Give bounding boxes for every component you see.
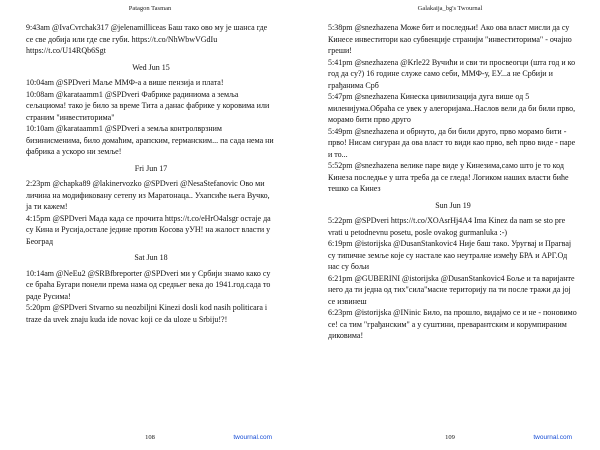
tweet-entry: 6:19pm @istorijska @DusanStankovic4 Није баш тако. Уругвај и Прагвај су типичне земље које су настале као неутралне између БРА и АРГ.Од нас су бољи [328,239,572,271]
right-page [300,0,600,450]
date-heading: Sat Jun 18 [134,253,168,262]
tweet-entry: 2:23pm @chapka89 @lakinervozko @SPDveri @NesaStefanovic Ово ми личина на модификовану сетепу из Маратонаца.. Ухапсиће њега Вучко, ја ти кажем! [26,179,270,211]
date-heading: Fri Jun 17 [134,163,168,173]
tweet-entry: 10:08am @karataamm1 @SPDveri Фабрике радиниома а земља сељациома! тако је било за време Тита а данас фабрике у коровима или страним "инвеститорима" [26,89,270,122]
page-number: 108 [145,434,155,441]
date-heading: Wed Jun 15 [132,62,170,72]
date-heading: Sun Jun 19 [435,200,471,210]
tweet-entry: 5:38pm @snezhazena Може бит и последњи! Ако ова власт мисли да су Кинесе инвеститори као субвенције странијм "инвеститорима" - очајно греши! [328,23,572,55]
tweet-entry: 10:10am @karataamm1 @SPDveri а земља контролврзним бизинисменима, било домаћим, арапским, германским... па сада нема ни фабрика а ускоро ни земље! [26,124,274,156]
tweet-entry: 5:49pm @snezhazena и обрнуто, да би били друго, прво морамо бити - прво! Нисам сигуран да ова власт то види као прво, већ прво виде - паре и то... [328,126,576,159]
tweet-entry: 4:15pm @SPDveri Мада када се прочита https://t.co/eHrO4alsgr остаје да су Кина и Русија,остале једине против Косова уУН! на жалост власти у Београд [26,213,271,246]
page-body [26,22,276,325]
tweet-entry: 6:23pm @istorijska @INinic Било, па прошло, видајмо се и не - поновимо се! са тим "грађанским" а у суштини, преварантским и корумпираним диковима! [328,308,577,340]
tweet-entry: 5:20pm @SPDveri Stvarno su neozbiljni Kinezi dosli kod nasih politicara i traze da uvek znaju kuda ide novac koji ce da ulozе u Srbiju!?! [26,303,268,324]
page-footer [300,434,600,444]
page-number: 109 [445,434,455,441]
running-head: Patagon Tasman [128,5,172,12]
tweet-entry: 5:52pm @snezhazena велике паре виде у Кинезима,само што је то код Кинеза последње у шта треба да се гледа! Логиком наших власти биће тешко са Кинез [328,161,569,193]
tweet-entry: 9:43am @IvaCvrchak317 @jelenamilliceas Баш тако ово му је шанса где се све добија или где све губи. https://t.co/NhWbwVGdIu https://t.co/U14RQb6Sgt [26,23,268,55]
running-head: Galakaija_bg's Twournal [417,5,483,12]
page-body [328,22,578,342]
tweet-entry: 5:22pm @SPDveri https://t.co/XOAsrHj4A4 Ima Kinez da nam se sto pre vrati u petodnevnu posetu, posle ovakog gurmanluka :-) [328,216,566,237]
tweet-entry: 10:04am @SPDveri Маље ММФ-а а више пензија и плата! [26,78,224,87]
page-footer [0,434,300,444]
site-link[interactable]: twournal.com [533,434,572,441]
tweet-entry: 10:14am @NeEu2 @SRBfbreporter @SPDveri ми у Србији знамо како су се браћа Бугари понели према нама од средњег века до 1941.год.сада то раде Русима! [26,268,271,301]
tweet-entry: 6:21pm @GUBERINI @istorijska @DusanStankovic4 Боље и та варијанте него да ти једна од тих"сила"масне територију па ти после тражи да јој се извинеш [328,273,575,306]
site-link[interactable]: twournal.com [233,434,272,441]
tweet-entry: 5:41pm @snezhazena @Krle22 Вучићи и сви ти просвеогци (шта год и ко год да су?) 16 године служе само себи, ММФ-у, ЕУ...а не Србији и грађанима Срб [328,57,576,90]
tweet-entry: 5:47pm @snezhazena Кинеска цивилизација дуга више од 5 миленијума.Обраћа се увек у алегоријама..Наслов вели да би били прво, морамо бити прво друго [328,92,576,124]
